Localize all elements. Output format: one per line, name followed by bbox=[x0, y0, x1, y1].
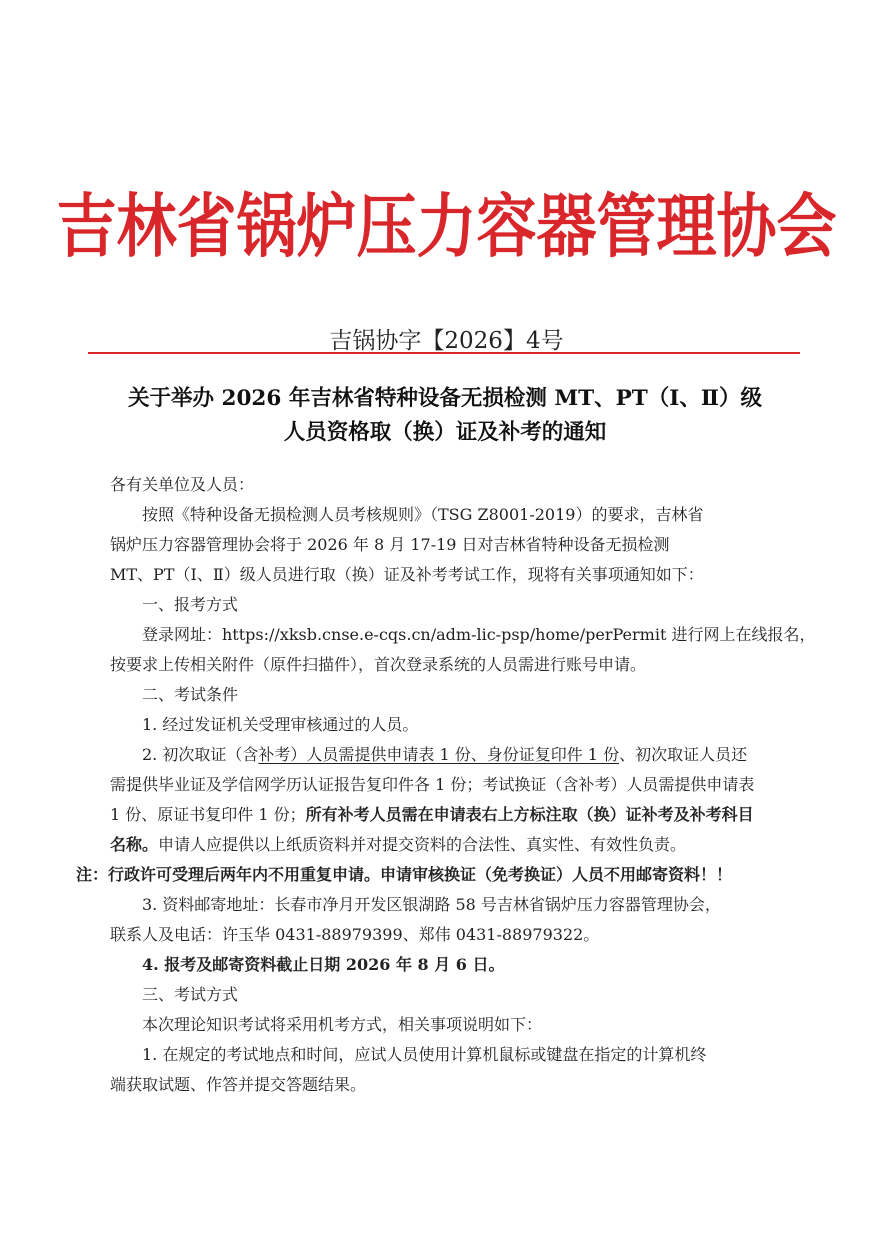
section-2-item-2-line-2: 需提供毕业证及学信网学历认证报告复印件各 1 份；考试换证（含补考）人员需提供申请表 bbox=[110, 775, 755, 794]
item-2-text-d: 1 份、原证书复印件 1 份； bbox=[110, 805, 306, 824]
section-3-item-1-line-1: 1. 在规定的考试地点和时间，应试人员使用计算机鼠标或键盘在指定的计算机终 bbox=[142, 1045, 707, 1064]
document-number: 吉锅协字【2026】4号 bbox=[329, 328, 564, 354]
section-2-item-3-line-1: 3. 资料邮寄地址：长春市净月开发区银湖路 58 号吉林省锅炉压力容器管理协会， bbox=[142, 895, 721, 914]
intro-line-1: 按照《特种设备无损检测人员考核规则》（TSG Z8001-2019）的要求，吉林省 bbox=[142, 505, 704, 524]
organization-letterhead: 吉林省锅炉压力容器管理协会 bbox=[56, 186, 837, 267]
item-2-text-e: 申请人应提供以上纸质资料并对提交资料的合法性、真实性、有效性负责。 bbox=[158, 835, 687, 854]
section-2-item-3-line-2: 联系人及电话：许玉华 0431-88979399、郑伟 0431-88979322。 bbox=[110, 925, 600, 944]
salutation: 各有关单位及人员： bbox=[110, 475, 255, 494]
section-1-line-2: 按要求上传相关附件（原件扫描件），首次登录系统的人员需进行账号申请。 bbox=[110, 655, 647, 674]
title-line-1: 关于举办 2026 年吉林省特种设备无损检测 MT、PT（Ⅰ、Ⅱ）级 bbox=[128, 386, 762, 411]
notice-title bbox=[95, 382, 795, 450]
section-3-intro: 本次理论知识考试将采用机考方式，相关事项说明如下： bbox=[142, 1015, 543, 1034]
section-2-item-2-line-3 bbox=[110, 800, 782, 830]
section-3-heading: 三、考试方式 bbox=[142, 985, 239, 1004]
section-2-item-2-line-1 bbox=[110, 740, 782, 770]
intro-line-2: 锅炉压力容器管理协会将于 2026 年 8 月 17-19 日对吉林省特种设备无损检测 bbox=[110, 535, 670, 554]
intro-line-3: MT、PT（Ⅰ、Ⅱ）级人员进行取（换）证及补考考试工作，现将有关事项通知如下： bbox=[110, 565, 704, 584]
item-2-text-c: 、初次取证人员还 bbox=[619, 745, 748, 764]
red-divider-line bbox=[88, 352, 800, 354]
section-2-heading: 二、考试条件 bbox=[142, 685, 239, 704]
title-line-2: 人员资格取（换）证及补考的通知 bbox=[283, 420, 607, 445]
section-1-heading: 一、报考方式 bbox=[142, 595, 239, 614]
bold-note: 注：行政许可受理后两年内不用重复申请。申请审核换证（免考换证）人员不用邮寄资料！！ bbox=[76, 865, 733, 884]
section-2-item-4: 4. 报考及邮寄资料截止日期 2026 年 8 月 6 日。 bbox=[142, 955, 505, 974]
item-2-bold-text-2: 名称。 bbox=[110, 835, 159, 854]
section-3-item-1-line-2: 端获取试题、作答并提交答题结果。 bbox=[110, 1075, 367, 1094]
section-1-line-1: 登录网址：https://xksb.cnse.e-cqs.cn/adm-lic-psp/home/perPermit 进行网上在线报名， bbox=[142, 625, 816, 644]
section-2-item-1: 1. 经过发证机关受理审核通过的人员。 bbox=[142, 715, 419, 734]
item-2-underlined-text: 补考）人员需提供申请表 1 份、身份证复印件 1 份 bbox=[258, 745, 620, 764]
item-2-bold-text-1: 所有补考人员需在申请表右上方标注取（换）证补考及补考科目 bbox=[305, 805, 754, 824]
section-2-item-2-line-4 bbox=[110, 830, 782, 860]
item-2-text-a: 2. 初次取证（含 bbox=[142, 745, 259, 764]
notice-body bbox=[76, 470, 816, 1100]
